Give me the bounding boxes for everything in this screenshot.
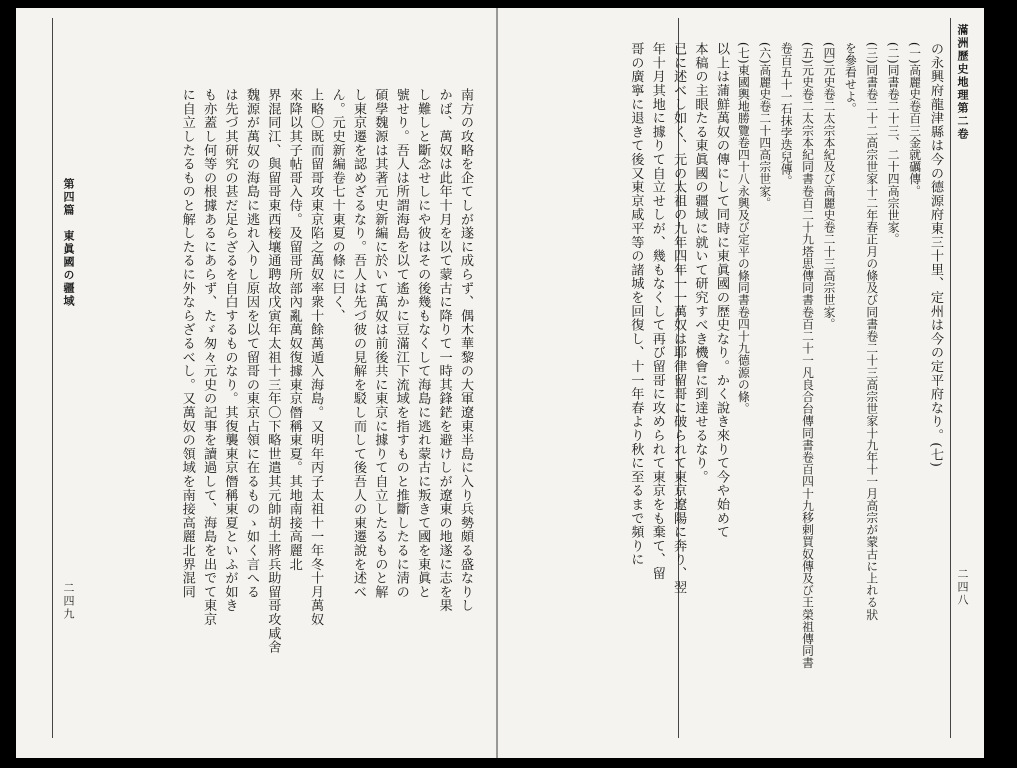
text-column: し難しと斷念せしにや彼はその後幾もなくして海島に逃れ蒙古に叛きて國を東眞と: [415, 88, 431, 599]
running-head: 第四篇 東眞國の疆域: [62, 178, 75, 308]
footnote: (二)同書卷二十三、二十四高宗世家。: [886, 42, 901, 246]
text-column: 號せり。吾人は所謂海島を以て遙かに豆滿江下流域を指すものと推斷したるに淸の: [393, 88, 409, 599]
text-column: の永興府龍津縣は今の德源府東三十里、定州は今の定平府なり。(七): [928, 42, 943, 468]
footnote: (六)高麗史卷二十四高宗世家。: [757, 42, 772, 210]
text-column: 魏源が萬奴の海島に逃れ入りし原因を以て留哥の東京占領に在るものゝ如く言へる: [243, 88, 259, 599]
page-rule: [52, 18, 53, 738]
text-column: し東京遷を認めざるなり。吾人は先づ彼の見解を駁し而して後吾人の東遷說を述べ: [350, 88, 366, 599]
text-column: 哥の廣寧に退きて後又東京咸平等の諸城を回復し、十一年春より秋に至るまで頻りに: [628, 42, 644, 567]
footnote: (一)高麗史卷百三金就礪傳。: [907, 42, 922, 198]
running-head: 滿洲歷史地理第二卷: [956, 24, 969, 141]
text-column: 本稿の主眼たる東眞國の疆域に就いて研究すべき機會に到達せるなり。: [692, 42, 708, 484]
text-column: 已に述べし如く、元の太祖の九年四年一一萬奴は耶律留哥に破られて東京遼陽に奔り、翌: [671, 42, 687, 594]
text-body: [625, 42, 946, 697]
page-number: 二四八: [956, 568, 969, 607]
right-page: [498, 8, 984, 758]
text-column: 南方の攻略を企てしが遂に成らず、偶木華黎の大軍遼東半島に入り兵勢頗る盛なりし: [458, 88, 473, 613]
text-column: 年十月其地に據りて自立せしが、幾もなくして再び留哥に攻められて東京をも棄て、留: [649, 42, 665, 581]
footnote: 卷百五十一石抹孛迭兒傳。: [779, 42, 794, 188]
footnote: (三)同書卷二十二高宗世家十二年春正月の條及び同書卷二十三高宗世家十九年十一月高宗が蒙古に上れる狀: [864, 42, 879, 621]
footnote: を參看せよ。: [843, 42, 858, 115]
page-rule: [950, 18, 951, 738]
text-column: ん。元史新編卷七十東夏の條に曰く、: [329, 88, 345, 323]
page-number: 二四九: [62, 582, 75, 621]
text-column: 碩學魏源は其著元史新編に於いて萬奴は前後共に東京に據りて自立したるものと解: [372, 88, 388, 599]
text-column: かば、萬奴は此年十月を以て蒙古に降りて一時其鋒鋩を避けしが遼東の地遂に志を果: [436, 88, 452, 613]
text-column: は先づ其研究の甚だ足らざるを自白するものなり。其復襲東京僭稱東夏といふが如き: [222, 88, 238, 613]
text-column: も亦蓋し何等の根據あるにあらず、たゞ匆々元史の記事を讀過して、海島を出でて東京: [201, 88, 217, 627]
text-column: 以上は蒲鮮萬奴の傳にして同時に東眞國の歷史なり。かく說き來りて今や始めて: [713, 42, 729, 539]
quotation-column: 界混同江、與留哥東西椄壤通聘故戊寅年太祖十三年〇下略世遣其元帥胡土將兵助留哥攻咸舍: [265, 88, 281, 654]
left-page: [16, 8, 497, 758]
quotation-column: 來降以其子帖哥入侍。及留哥所部內亂萬奴復據東京僭稱東夏。其地南接高麗北: [286, 88, 302, 571]
footnote: (五)元史卷二太宗本紀同書卷百二十九塔思傳同書卷百二十一凡良合台傳同書卷百四十九移剌買奴傳及び王榮祖傳同書: [800, 42, 815, 669]
footnote: (四)元史卷二太宗本紀及び高麗史卷二十三高宗世家。: [821, 42, 836, 331]
text-body: [176, 88, 476, 743]
quotation-column: 上略〇既而留哥攻東京陷之萬奴率衆十餘萬遁入海島。又明年丙子太祖十一年冬十月萬奴: [308, 88, 324, 627]
footnote: (七)東國輿地勝覽卷四十八永興及び定平の條同書卷四十九德源の條。: [736, 42, 751, 415]
text-column: に自立したるものと解したるに外ならざるべし。又萬奴の領域を南接高麗北界混同: [179, 88, 195, 599]
